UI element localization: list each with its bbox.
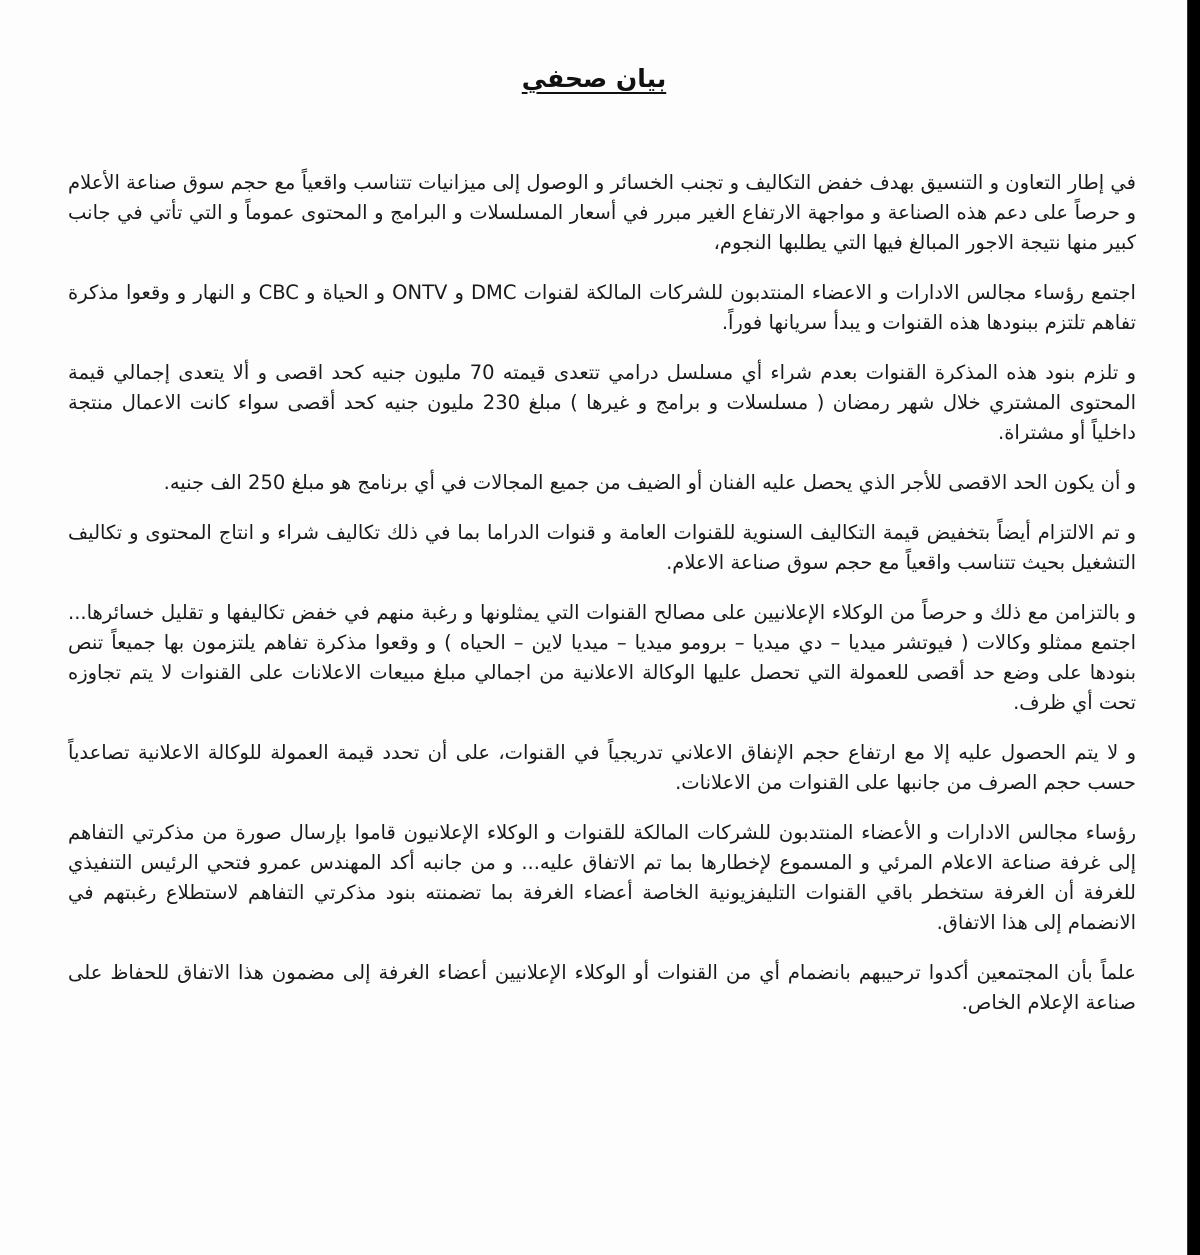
paragraph-commission: و لا يتم الحصول عليه إلا مع ارتفاع حجم الإنفاق الاعلاني تدريجياً في القنوات، على أن تحدد قيمة العمولة للوكالة الاعلانية تصاعدياً حسب حجم الصرف من جانبها على القنوات من الاعلانات. [68,741,1136,794]
document-body [68,168,1136,1038]
paragraph-spending-cap: و تلزم بنود هذه المذكرة القنوات بعدم شراء أي مسلسل درامي تتعدى قيمته 70 مليون جنيه كحد اقصى و ألا يتعدى إجمالي قيمة المحتوى المشتري خلال شهر رمضان ( مسلسلات و برامج و غيرها ) مبلغ 230 مليون جنيه كحد أقصى سواء كانت الاعمال منتجة داخلياً أو مشتراة. [68,361,1136,444]
paragraph-artist-fee-cap: و أن يكون الحد الاقصى للأجر الذي يحصل عليه الفنان أو الضيف من جميع المجالات في أي برنامج هو مبلغ 250 الف جنيه. [163,471,1136,494]
paragraph-chamber-notification: رؤساء مجالس الادارات و الأعضاء المنتدبون للشركات المالكة للقنوات و الوكلاء الإعلانيون قاموا بإرسال صورة من مذكرتي التفاهم إلى غرفة صناعة الاعلام المرئي و المسموع لإخطارها بما تم الاتفاق عليه... و من جانبه أكد المهندس عمرو فتحي الرئيس التنفيذي للغرفة أن الغرفة ستخطر باقي القنوات التليفزيونية الخاصة أعضاء الغرفة بما تضمنته بنود مذكرتي التفاهم لاستطلاع رغبتهم في الانضمام إلى هذا الاتفاق. [68,821,1136,934]
paragraph-closing: علماً بأن المجتمعين أكدوا ترحيبهم بانضمام أي من القنوات أو الوكلاء الإعلانيين أعضاء الغرفة إلى مضمون هذا الاتفاق للحفاظ على صناعة الإعلام الخاص. [68,961,1136,1014]
paragraph-agencies-agreement: و بالتزامن مع ذلك و حرصاً من الوكلاء الإعلانيين على مصالح القنوات التي يمثلونها و رغبة منهم في خفض تكاليفها و تقليل خسائرها... اجتمع ممثلو وكالات ( فيوتشر ميديا – دي ميديا – برومو ميديا – ميديا لاين – الحياه ) و وقعوا مذكرة تفاهم يلتزمون بها جميعاً تنص بنودها على وضع حد أقصى للعمولة التي تحصل عليها الوكالة الاعلانية من اجمالي مبلغ مبيعات الاعلانات على القنوات لا يتم تجاوزه تحت أي ظرف. [68,601,1136,714]
edge-strip [1187,0,1200,1255]
paragraph-channels-meeting: اجتمع رؤساء مجالس الادارات و الاعضاء المنتدبون للشركات المالكة لقنوات DMC و ONTV و الحياة و CBC و النهار و وقعوا مذكرة تفاهم تلتزم ببنودها هذه القنوات و يبدأ سريانها فوراً. [68,281,1136,334]
paragraph-intro: في إطار التعاون و التنسيق بهدف خفض التكاليف و تجنب الخسائر و الوصول إلى ميزانيات تتناسب واقعياً مع حجم سوق صناعة الأعلام و حرصاً على دعم هذه الصناعة و مواجهة الارتفاع الغير مبرر في أسعار المسلسلات و البرامج و المحتوى عموماً و التي تأتي في جانب كبير منها نتيجة الاجور المبالغ فيها التي يطلبها النجوم، [68,171,1136,254]
document-title [0,64,1188,93]
document-title-text: بيان صحفي [521,64,667,93]
paragraph-annual-costs: و تم الالتزام أيضاً بتخفيض قيمة التكاليف السنوية للقنوات العامة و قنوات الدراما بما في ذلك تكاليف شراء و انتاج المحتوى و تكاليف التشغيل بحيث تتناسب واقعياً مع حجم سوق صناعة الاعلام. [68,521,1136,574]
